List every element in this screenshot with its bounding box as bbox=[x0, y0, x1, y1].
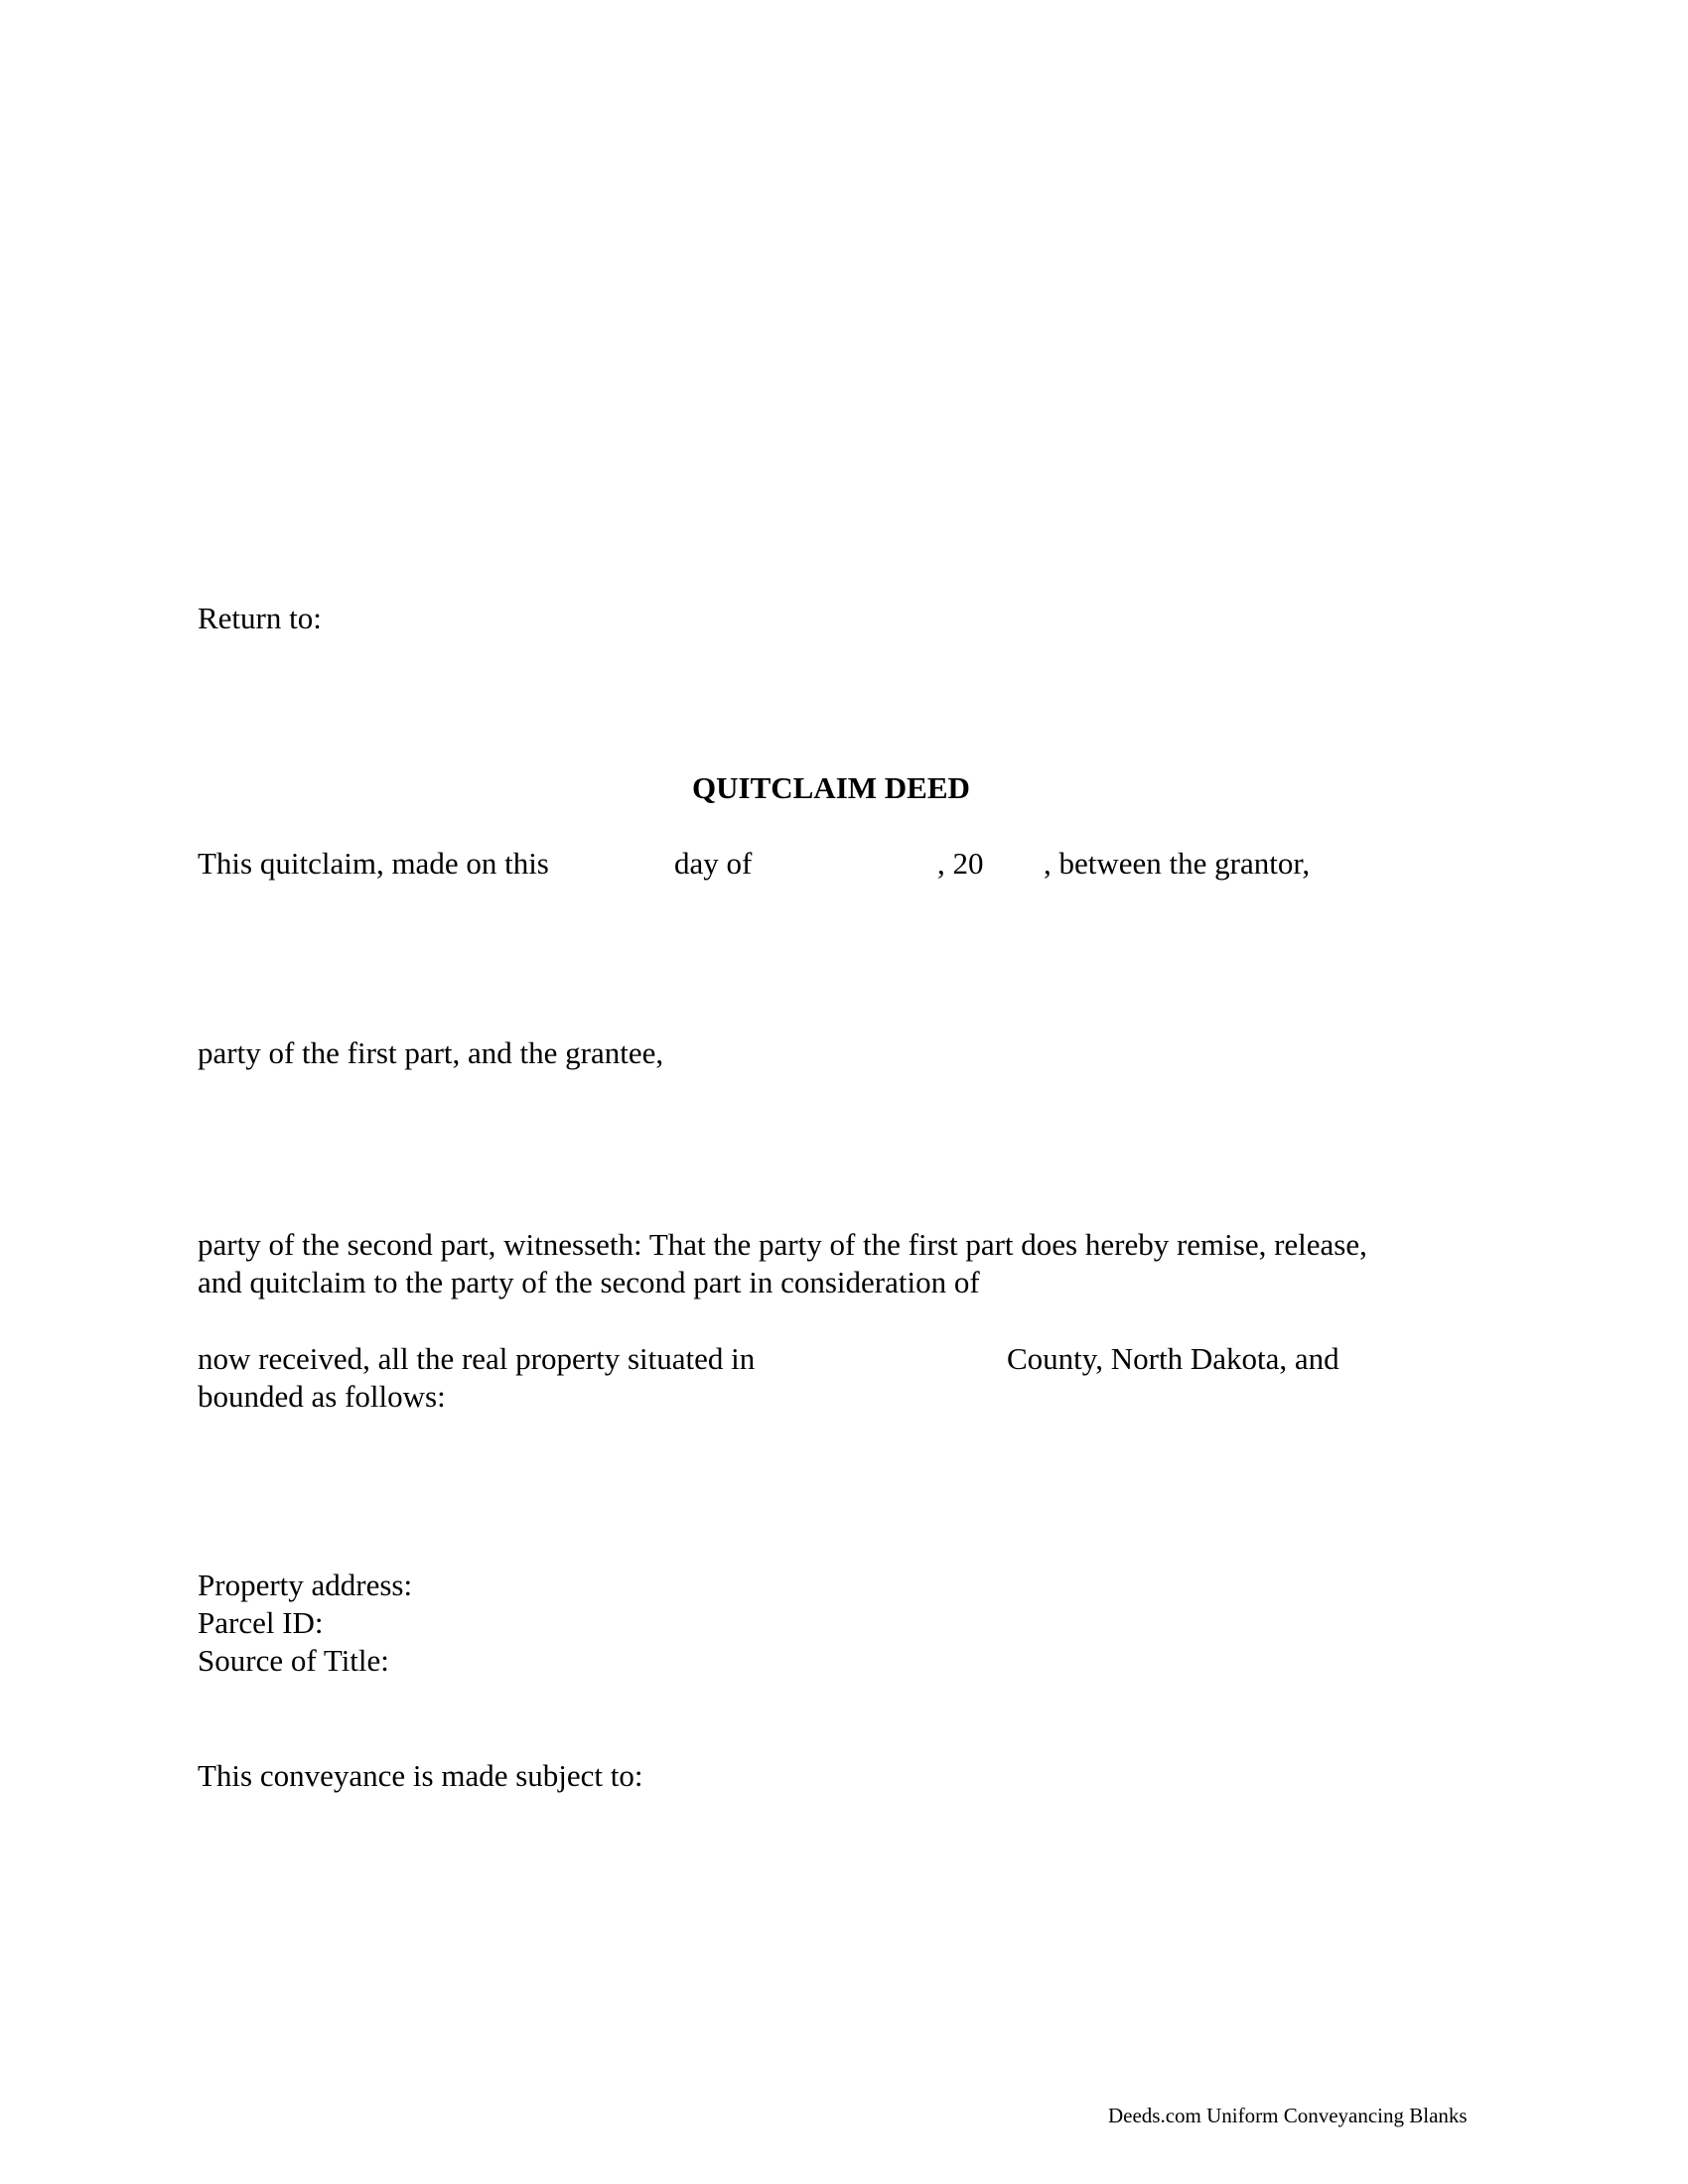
parcel-id-label: Parcel ID: bbox=[198, 1605, 324, 1640]
property-received-text: now received, all the real property situated in bbox=[198, 1341, 756, 1376]
second-party-line-1: party of the second part, witnesseth: That the party of the first part does hereby remise, release, bbox=[198, 1227, 1367, 1262]
opening-day-of-text: day of bbox=[674, 846, 753, 881]
footer-text: Deeds.com Uniform Conveyancing Blanks bbox=[1108, 2104, 1468, 2127]
first-party-text: party of the first part, and the grantee, bbox=[198, 1035, 664, 1070]
return-to-label: Return to: bbox=[198, 601, 322, 635]
property-bounded-text: bounded as follows: bbox=[198, 1379, 446, 1414]
opening-made-on-text: This quitclaim, made on this bbox=[198, 846, 549, 881]
subject-to-text: This conveyance is made subject to: bbox=[198, 1758, 643, 1793]
second-party-line-2: and quitclaim to the party of the second part in consideration of bbox=[198, 1265, 980, 1299]
property-county-text: County, North Dakota, and bbox=[1007, 1341, 1339, 1376]
opening-year-text: , 20 bbox=[937, 846, 984, 881]
opening-between-grantor-text: , between the grantor, bbox=[1044, 846, 1311, 881]
document-title: QUITCLAIM DEED bbox=[692, 770, 970, 805]
property-address-label: Property address: bbox=[198, 1568, 413, 1602]
source-of-title-label: Source of Title: bbox=[198, 1643, 389, 1678]
